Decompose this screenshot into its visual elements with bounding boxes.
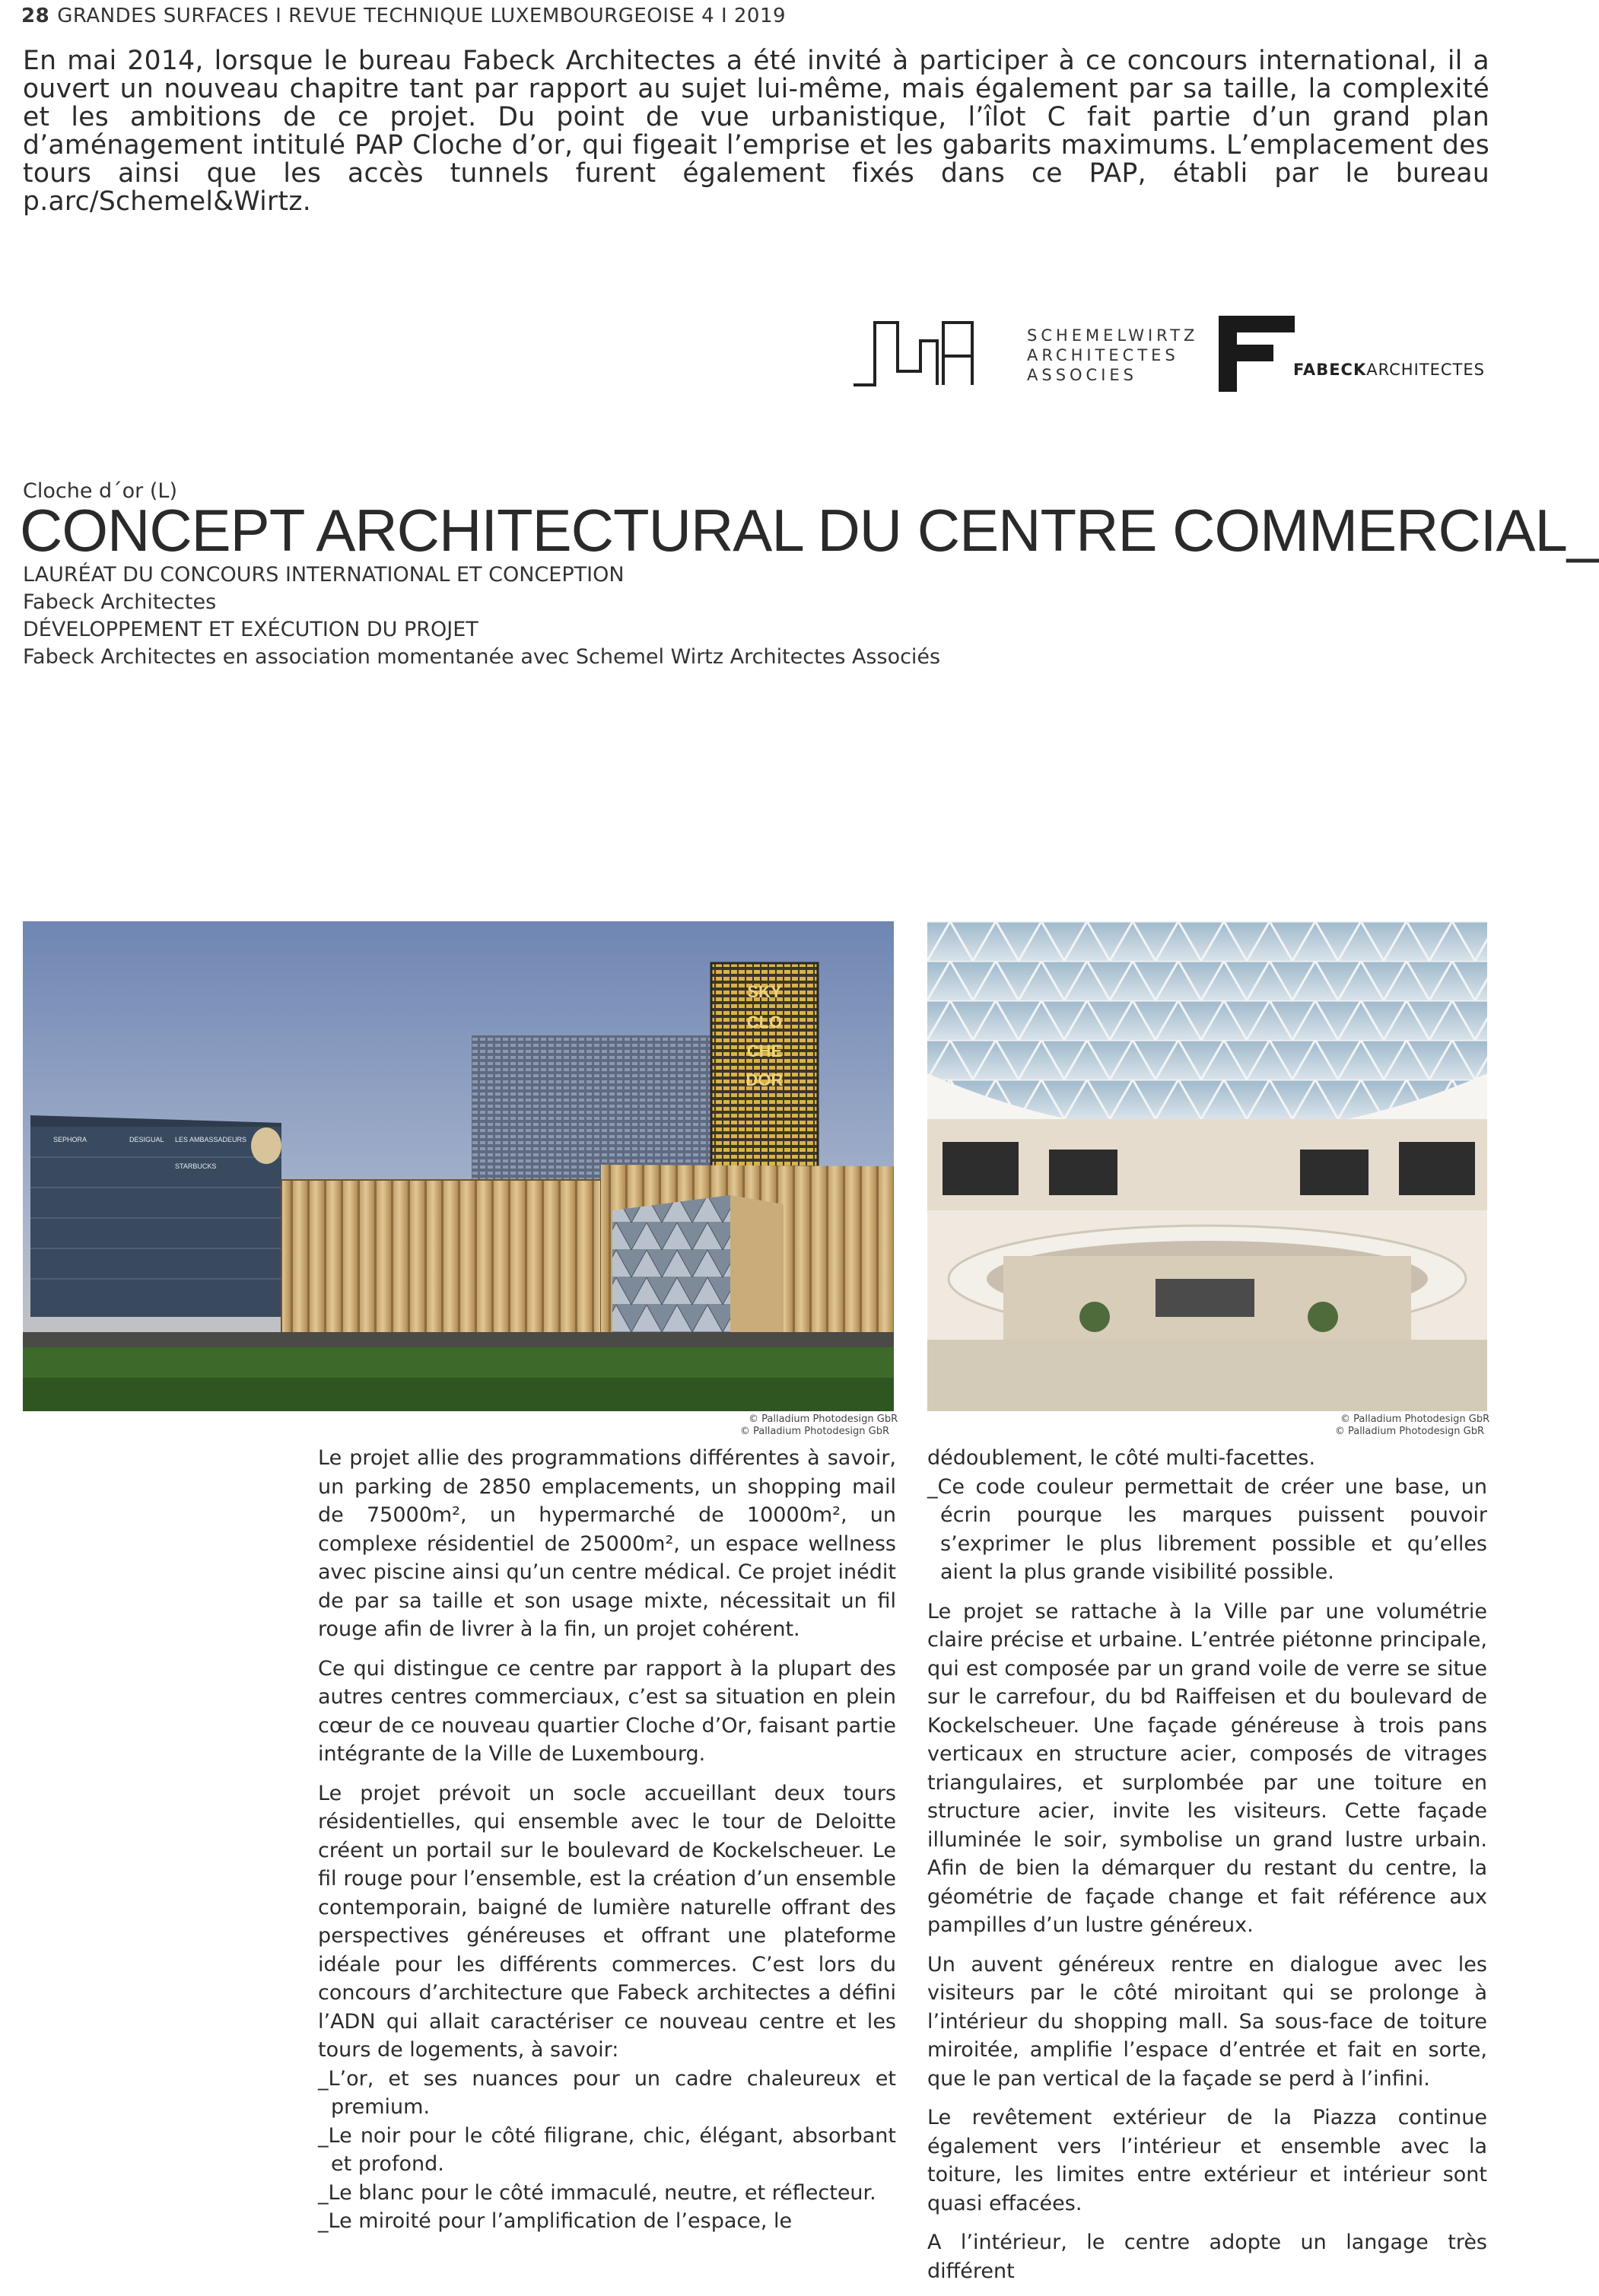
store-sign-1: SEPHORA [53, 1136, 87, 1143]
right-paragraph-3: Le revêtement extérieur de la Piazza continue également vers l’intérieur et ensemble avec la toiture, les limites entre extérieur et intérieur sont quasi effacées. [927, 2106, 1487, 2215]
tower-sign-line-2: CLO [746, 1013, 783, 1032]
interior-copyright: © Palladium Photodesign GbR [1334, 1426, 1484, 1437]
store-sign-3: LES AMBASSADEURS [175, 1136, 247, 1143]
right-bullet-1: dédoublement, le côté multi-facettes. [927, 1446, 1316, 1470]
fabeck-logo-mark [1219, 316, 1295, 392]
body-column-right [927, 1444, 1487, 2296]
left-bullet-2: _Le noir pour le côté filigrane, chic, élégant, absorbant et profond. [318, 2123, 896, 2176]
right-bullet-2: _Ce code couleur permettait de créer une base, un écrin pourque les marques puissent pouvoir s’exprimer le plus librement possible et qu’elles aient la plus grande visibilité possible. [927, 1474, 1487, 1584]
left-bullet-3: _Le blanc pour le côté immaculé, neutre, et réflecteur. [318, 2180, 876, 2205]
fabeck-logo-text [1293, 361, 1485, 379]
credit-label-1: LAURÉAT DU CONCOURS INTERNATIONAL ET CONCEPTION [23, 563, 625, 587]
schemelwirtz-logo-text [1027, 326, 1198, 385]
kicker: Cloche d´or (L) [23, 479, 177, 503]
left-paragraph-2: Ce qui distingue ce centre par rapport à la plupart des autres centres commerciaux, c’est sa situation en plein cœur de ce nouveau quartier Cloche d’Or, faisant partie intégrante de la Ville de Luxembourg. [318, 1656, 896, 1766]
exterior-credit-line: © Palladium Photodesign GbR [749, 1414, 898, 1425]
tower-sign-line-1: SKY [747, 982, 782, 1001]
swa-line-1: SCHEMELWIRTZ [1027, 326, 1199, 345]
intro-text: En mai 2014, lorsque le bureau Fabeck Architectes a été invité à participer à ce concours international, il a ouvert un nouveau chapitre tant par rapport au sujet lui-même, mais également par sa taille, la complexité et les ambitions de ce projet. Du point de vue urbanistique, l’îlot C fait partie d’un grand plan d’aménagement intitulé PAP Cloche d’or, qui figeait l’emprise et les gabarits maximums. L’emplacement des tours ainsi que les accès tunnels furent également fixés dans ce PAP, établi par le bureau p.arc/Schemel&Wirtz. [23, 46, 1489, 217]
left-paragraph-3: Le projet prévoit un socle accueillant deux tours résidentielles, qui ensemble avec le tour de Deloitte créent un portail sur le boulevard de Kockelscheuer. Le fil rouge pour l’ensemble, est la création d’un ensemble contemporain, baigné de lumière naturelle offrant des perspectives généreuses et offrant une plateforme idéale pour les différents commerces. C’est lors du concours d’architecture que Fabeck architectes a défini l’ADN qui allait caractériser ce nouveau centre et les tours de logements, à savoir: [318, 1781, 896, 2062]
left-paragraph-1: Le projet allie des programmations différentes à savoir, un parking de 2850 emplacements, un shopping mail de 75000m², un hypermarché de 10000m², un complexe résidentiel de 25000m², un espace wellness avec piscine ainsi qu’un centre médical. Ce projet inédit de par sa taille et son usage mixte, nécessitait un fil rouge afin de livrer à la fin, un projet cohérent. [318, 1446, 896, 1641]
left-bullet-4: _Le miroité pour l’amplification de l’espace, le [318, 2209, 793, 2233]
schemelwirtz-logo-mark [852, 318, 974, 388]
tower-sign-line-3: CHE [746, 1041, 783, 1061]
credit-value-1: Fabeck Architectes [23, 590, 217, 614]
running-title: GRANDES SURFACES I REVUE TECHNIQUE LUXEMBOURGEOISE 4 I 2019 [57, 5, 787, 27]
left-bullet-1: _L’or, et ses nuances pour un cadre chaleureux et premium. [318, 2066, 896, 2119]
page-title: CONCEPT ARCHITECTURAL DU CENTRE COMMERCIAL_ [20, 497, 1599, 564]
credit-value-2: Fabeck Architectes en association momentanée avec Schemel Wirtz Architectes Associés [23, 645, 941, 669]
swa-line-3: ASSOCIES [1027, 366, 1138, 384]
right-paragraph-4: A l’intérieur, le centre adopte un langage très différent [927, 2231, 1487, 2283]
credit-label-2: DÉVELOPPEMENT ET EXÉCUTION DU PROJET [23, 618, 478, 641]
exterior-copyright: © Palladium Photodesign GbR [739, 1426, 889, 1437]
running-header [21, 5, 786, 27]
intro-paragraph [23, 47, 1489, 216]
fabeck-rest: ARCHITECTES [1366, 361, 1485, 379]
exterior-illustration [23, 921, 894, 1411]
tower-sign-line-4: DOR [745, 1070, 784, 1089]
interior-credit-line: © Palladium Photodesign GbR [1340, 1414, 1490, 1425]
fabeck-bold: FABECK [1293, 361, 1367, 379]
page-number: 28 [21, 5, 50, 27]
store-sign-2: DESIGUAL [129, 1136, 164, 1143]
swa-line-2: ARCHITECTES [1027, 346, 1179, 364]
interior-illustration [927, 921, 1487, 1411]
exterior-photo [23, 921, 894, 1437]
right-paragraph-1: Le projet se rattache à la Ville par une volumétrie claire précise et urbaine. L’entrée piétonne principale, qui est composée par un grand voile de verre se situe sur le carrefour, du bd Raiffeisen et du boulevard de Kockelscheuer. Une façade généreuse à trois pans verticaux en structure acier, composés de vitrages triangulaires, et surplombée par une toiture en structure acier, invite les visiteurs. Cette façade illuminée le soir, symbolise un grand lustre urbain. Afin de bien la démarquer du restant du centre, la géométrie de façade change et fait référence aux pampilles d’un lustre généreux. [927, 1599, 1487, 1937]
body-column-left [318, 1444, 896, 2236]
interior-photo [927, 921, 1487, 1437]
store-sign-4: STARBUCKS [175, 1162, 217, 1170]
right-paragraph-2: Un auvent généreux rentre en dialogue avec les visiteurs par le côté miroitant qui se prolonge à l’intérieur du shopping mall. Sa sous-face de toiture miroitée, amplifie l’espace d’entrée et fait en sorte, que le pan vertical de la façade se perd à l’infini. [927, 1952, 1487, 2091]
